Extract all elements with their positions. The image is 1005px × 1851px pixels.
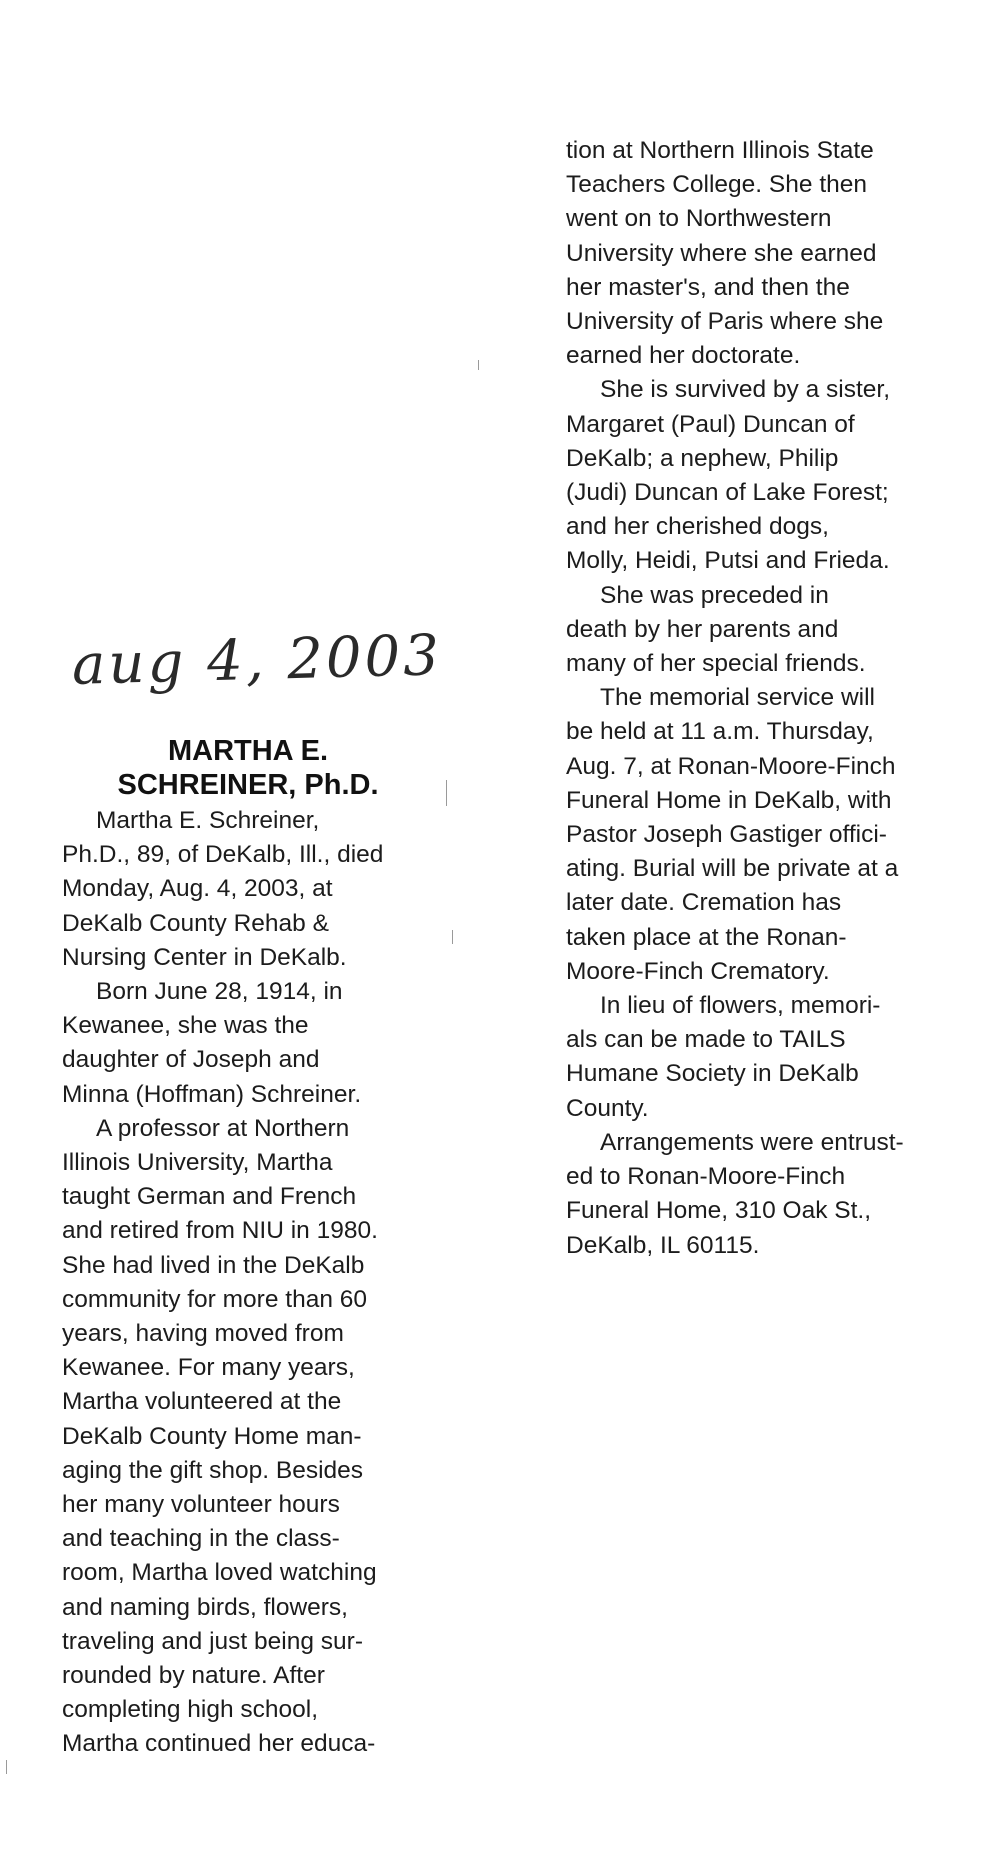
text-line: She had lived in the DeKalb xyxy=(62,1251,365,1279)
text-line: ed to Ronan-Moore-Finch xyxy=(566,1163,846,1191)
text-line: rounded by nature. After xyxy=(62,1662,325,1690)
text-line: and her cherished dogs, xyxy=(566,513,829,541)
text-line: Moore-Finch Crematory. xyxy=(566,957,830,985)
text-line: DeKalb, IL 60115. xyxy=(566,1231,760,1259)
text-line: In lieu of flowers, memori- xyxy=(600,992,881,1020)
text-line: years, having moved from xyxy=(62,1320,344,1348)
text-line: many of her special friends. xyxy=(566,650,866,678)
text-line: als can be made to TAILS xyxy=(566,1026,846,1054)
headline-name: MARTHA E. xyxy=(167,735,329,767)
text-line: her master's, and then the xyxy=(566,273,850,301)
text-line: DeKalb; a nephew, Philip xyxy=(566,444,839,472)
left-text-column xyxy=(62,804,442,1762)
text-line: ating. Burial will be private at a xyxy=(566,855,899,883)
text-line: earned her doctorate. xyxy=(566,342,801,370)
text-line: Arrangements were entrust- xyxy=(600,1128,904,1156)
text-line: Monday, Aug. 4, 2003, at xyxy=(62,875,333,903)
scan-speck xyxy=(478,360,479,370)
text-line: room, Martha loved watching xyxy=(62,1559,377,1587)
text-line: tion at Northern Illinois State xyxy=(566,137,874,164)
text-line: She was preceded in xyxy=(600,581,829,609)
scan-speck xyxy=(446,780,447,806)
text-line: her many volunteer hours xyxy=(62,1491,340,1519)
headline-name-title: SCHREINER, Ph.D. xyxy=(117,769,379,801)
text-line: Martha E. Schreiner, xyxy=(96,807,320,834)
text-line: Martha volunteered at the xyxy=(62,1388,342,1416)
text-line: community for more than 60 xyxy=(62,1285,368,1313)
text-line: death by her parents and xyxy=(566,615,839,643)
text-line: Born June 28, 1914, in xyxy=(96,978,343,1006)
text-line: Nursing Center in DeKalb. xyxy=(62,943,347,971)
text-line: Kewanee. For many years, xyxy=(62,1354,355,1382)
text-line: Funeral Home in DeKalb, with xyxy=(566,786,892,814)
text-line: Illinois University, Martha xyxy=(62,1149,333,1177)
text-line: DeKalb County Home man- xyxy=(62,1422,362,1450)
text-line: taught German and French xyxy=(62,1183,357,1211)
text-line: went on to Northwestern xyxy=(566,205,832,233)
text-line: Minna (Hoffman) Schreiner. xyxy=(62,1080,362,1108)
text-line: later date. Cremation has xyxy=(566,889,842,917)
handwritten-date-annotation: aug 4, 2003 xyxy=(71,623,443,698)
text-line: completing high school, xyxy=(62,1696,319,1724)
scan-speck xyxy=(452,930,453,944)
text-line: A professor at Northern xyxy=(96,1114,350,1142)
text-line: (Judi) Duncan of Lake Forest; xyxy=(566,479,889,507)
text-line: Margaret (Paul) Duncan of xyxy=(566,410,855,438)
text-line: Funeral Home, 310 Oak St., xyxy=(566,1197,872,1225)
text-line: University of Paris where she xyxy=(566,308,884,336)
text-line: traveling and just being sur- xyxy=(62,1627,363,1655)
text-line: The memorial service will xyxy=(600,684,876,712)
text-line: and teaching in the class- xyxy=(62,1525,340,1553)
right-text-column xyxy=(566,134,946,1263)
text-line: University where she earned xyxy=(566,239,877,267)
scan-speck xyxy=(6,1760,7,1774)
text-line: Molly, Heidi, Putsi and Frieda. xyxy=(566,547,890,575)
text-line: Teachers College. She then xyxy=(566,171,867,199)
text-line: County. xyxy=(566,1094,649,1122)
obituary-headline xyxy=(62,734,434,802)
text-line: aging the gift shop. Besides xyxy=(62,1456,364,1484)
text-line: She is survived by a sister, xyxy=(600,376,891,404)
text-line: DeKalb County Rehab & xyxy=(62,909,329,937)
text-line: Kewanee, she was the xyxy=(62,1012,309,1040)
text-line: taken place at the Ronan- xyxy=(566,923,847,951)
text-line: Humane Society in DeKalb xyxy=(566,1060,859,1088)
text-line: Martha continued her educa- xyxy=(62,1730,376,1758)
text-line: and retired from NIU in 1980. xyxy=(62,1217,378,1245)
text-line: be held at 11 a.m. Thursday, xyxy=(566,718,874,746)
text-line: daughter of Joseph and xyxy=(62,1046,320,1074)
text-line: Ph.D., 89, of DeKalb, Ill., died xyxy=(62,841,384,869)
text-line: and naming birds, flowers, xyxy=(62,1593,348,1621)
text-line: Aug. 7, at Ronan-Moore-Finch xyxy=(566,752,896,780)
text-line: Pastor Joseph Gastiger offici- xyxy=(566,821,887,849)
